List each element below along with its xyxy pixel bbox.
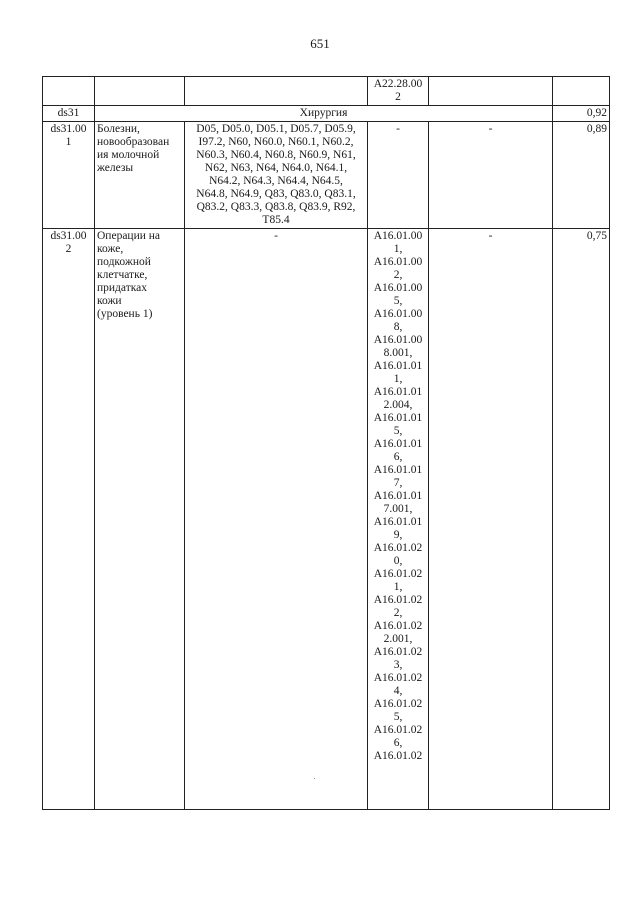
cell-name xyxy=(95,77,185,106)
section-code: ds31 xyxy=(43,106,95,122)
table-row xyxy=(43,122,610,229)
row-code: ds31.00 2 xyxy=(43,229,95,810)
cell-diagnoses xyxy=(185,77,368,106)
row-name: Болезни, новообразован ия молочной железы xyxy=(95,122,185,229)
tariff-table xyxy=(42,76,610,810)
section-row xyxy=(43,106,610,122)
cell-coefficient xyxy=(553,77,610,106)
continuation-row xyxy=(43,77,610,106)
row-services: A16.01.00 1, A16.01.00 2, A16.01.00 5, A16.01.00 8, A16.01.00 8.001, A16.01.01 1, A16.01.01 2.004, A16.01.01 5, A16.01.01 6, A16.01.01 7, A16.01.01 7.001, A16.01.01 9, A16.01.02 0, A16.01.02 1, A16.01.02 2, A16.01.02 2.001, A16.01.02 3, A16.01.02 4, A16.01.02 5, A16.01.02 6, A16.01.02 xyxy=(368,229,429,810)
row-services: - xyxy=(368,122,429,229)
row-extra: - xyxy=(429,229,553,810)
table-row xyxy=(43,229,610,810)
row-coefficient: 0,75 xyxy=(553,229,610,810)
cell-code xyxy=(43,77,95,106)
scan-speck xyxy=(314,778,315,779)
cell-extra xyxy=(429,77,553,106)
row-diagnoses: D05, D05.0, D05.1, D05.7, D05.9, I97.2, N60, N60.0, N60.1, N60.2, N60.3, N60.4, N60.8, N60.9, N61, N62, N63, N64, N64.0, N64.1, N64.2, N64.3, N64.4, N64.5, N64.8, N64.9, Q83, Q83.0, Q83.1, Q83.2, Q83.3, Q83.8, Q83.9, R92, T85.4 xyxy=(185,122,368,229)
section-coefficient: 0,92 xyxy=(553,106,610,122)
row-code: ds31.00 1 xyxy=(43,122,95,229)
row-coefficient: 0,89 xyxy=(553,122,610,229)
cell-services: A22.28.00 2 xyxy=(368,77,429,106)
section-title: Хирургия xyxy=(95,106,553,122)
page-number: 651 xyxy=(310,36,330,51)
row-name: Операции на коже, подкожной клетчатке, придатках кожи (уровень 1) xyxy=(95,229,185,810)
row-diagnoses: - xyxy=(185,229,368,810)
row-extra: - xyxy=(429,122,553,229)
